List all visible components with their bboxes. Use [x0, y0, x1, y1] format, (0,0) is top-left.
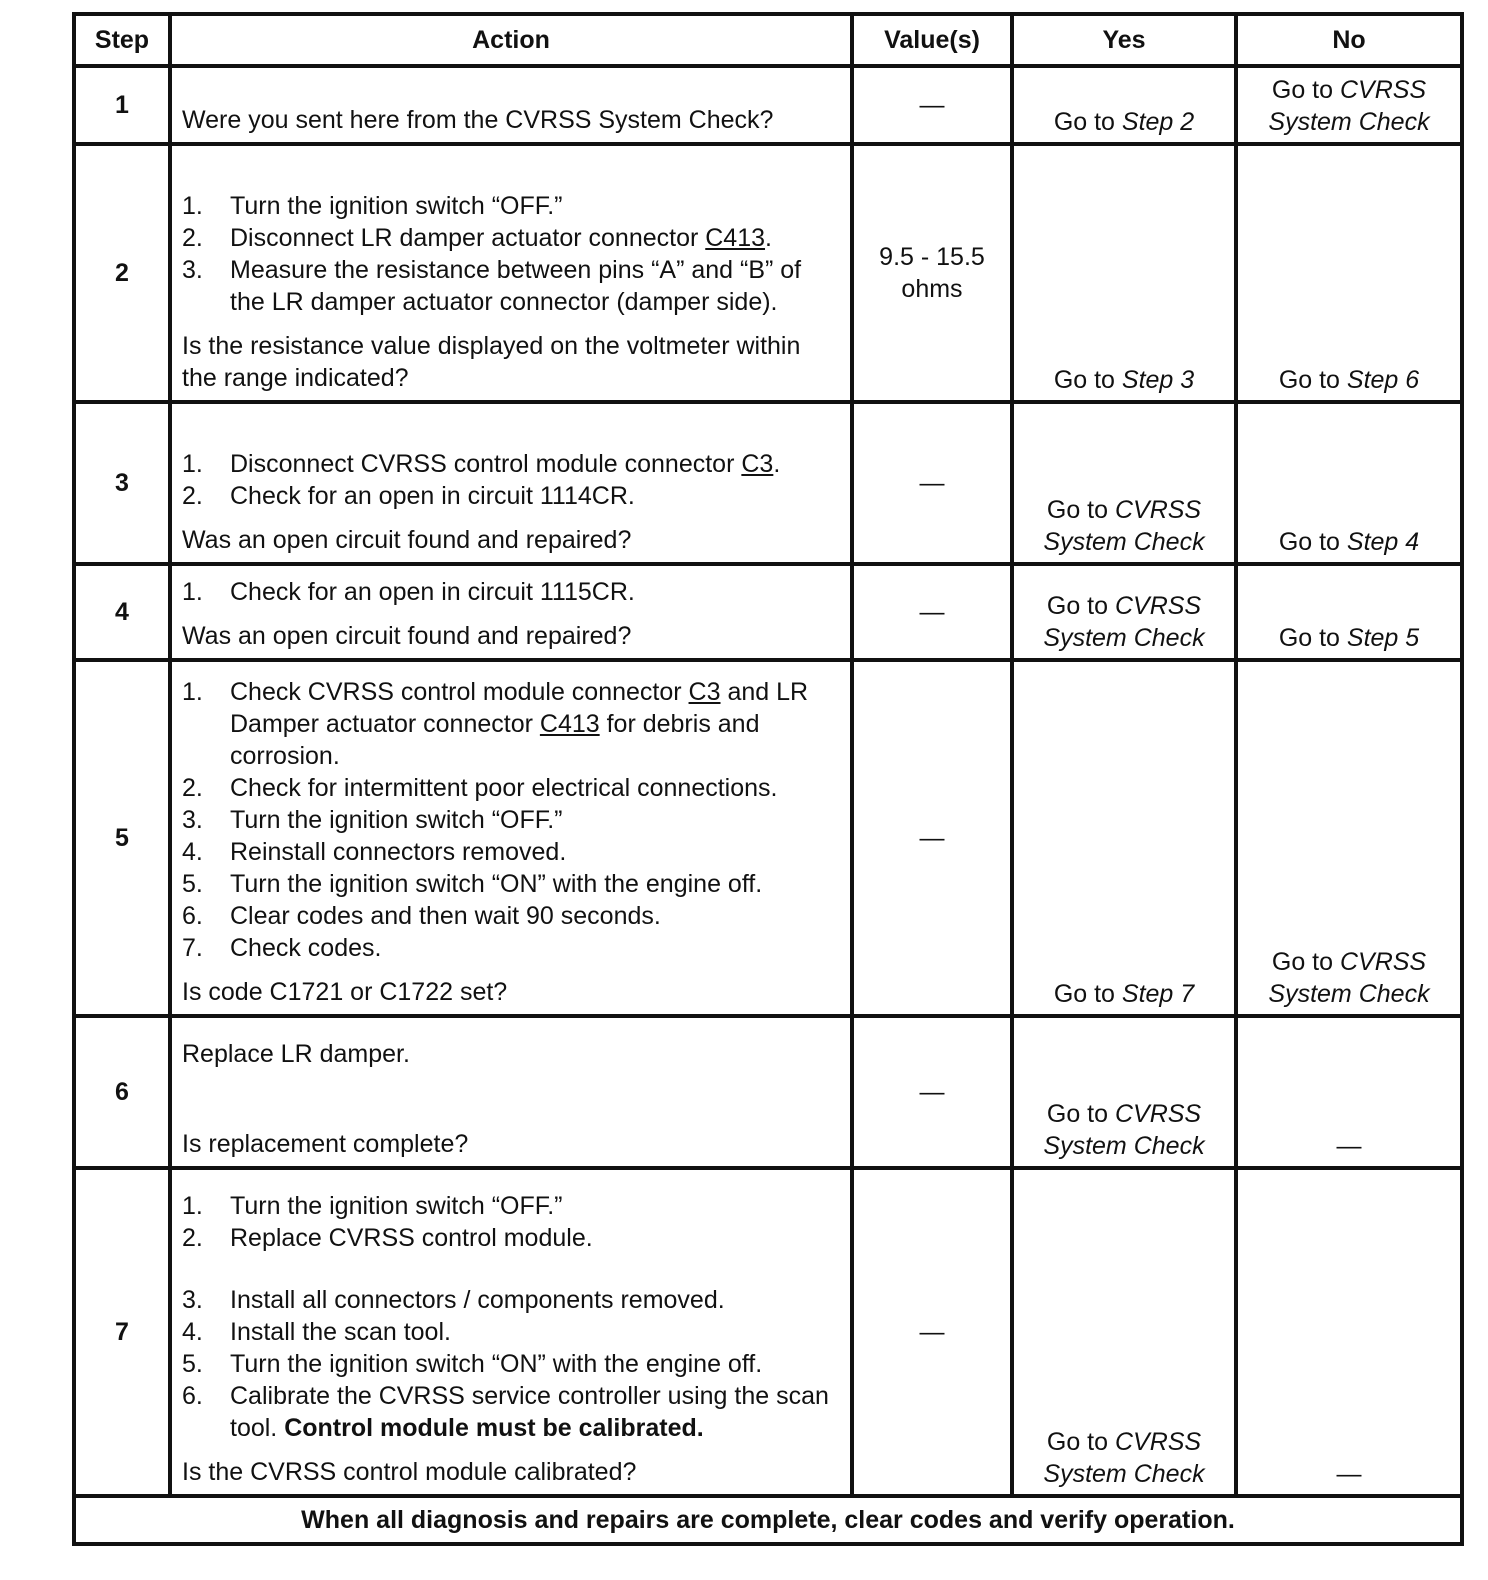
step-number: 4	[74, 564, 170, 660]
action-cell	[170, 66, 852, 144]
yes-result	[1012, 402, 1236, 564]
action-cell	[170, 1016, 852, 1168]
action-step-text: Turn the ignition switch “OFF.”	[230, 192, 563, 220]
no-result-prefix: Go to	[1271, 948, 1340, 976]
header-row	[74, 14, 1462, 66]
action-step-text: Install all connectors / components removed.	[230, 1286, 725, 1314]
action-step-number: 7.	[182, 934, 203, 962]
action-step	[182, 836, 842, 868]
step-number: 5	[74, 660, 170, 1016]
yes-result	[1012, 1168, 1236, 1496]
table-row	[74, 1168, 1462, 1496]
action-step-text: Clear codes and then wait 90 seconds.	[230, 902, 661, 930]
action-step	[182, 1348, 842, 1380]
action-step	[182, 1190, 842, 1222]
no-result-prefix: Go to	[1278, 528, 1347, 556]
yes-result	[1012, 660, 1236, 1016]
action-step-number: 6.	[182, 902, 203, 930]
emphasis-text: Control module must be calibrated.	[284, 1414, 704, 1442]
action-cell	[170, 660, 852, 1016]
connector-link: C3	[688, 678, 721, 706]
step-number: 6	[74, 1016, 170, 1168]
yes-result-prefix: Go to	[1053, 366, 1122, 394]
action-step	[182, 254, 842, 318]
action-step-number: 1.	[182, 450, 203, 478]
no-result-target: CVRSS System Check	[1268, 948, 1430, 1008]
footer-row	[74, 1496, 1462, 1544]
action-step-text: Turn the ignition switch “ON” with the engine off.	[230, 870, 763, 898]
action-cell	[170, 1168, 852, 1496]
action-step-text: Turn the ignition switch “OFF.”	[230, 806, 563, 834]
action-step-text: Disconnect LR damper actuator connector C413.	[230, 224, 772, 252]
action-step	[182, 804, 842, 836]
yes-result	[1012, 564, 1236, 660]
action-question: Is the resistance value displayed on the voltmeter within the range indicated?	[182, 332, 801, 392]
action-question: Were you sent here from the CVRSS System Check?	[182, 106, 774, 134]
action-step	[182, 190, 842, 222]
table-row	[74, 402, 1462, 564]
action-step-number: 5.	[182, 1350, 203, 1378]
value-cell: —	[852, 402, 1012, 564]
table-row	[74, 1016, 1462, 1168]
list-gap	[182, 1254, 842, 1284]
connector-link: C413	[539, 710, 600, 738]
action-step	[182, 1284, 842, 1316]
no-result-target: CVRSS System Check	[1268, 76, 1430, 136]
yes-result-target: Step 3	[1121, 366, 1195, 394]
yes-result-prefix: Go to	[1053, 108, 1122, 136]
action-step	[182, 932, 842, 964]
action-cell	[170, 402, 852, 564]
yes-result	[1012, 144, 1236, 402]
yes-result-prefix: Go to	[1053, 980, 1122, 1008]
yes-result-target: CVRSS System Check	[1043, 1100, 1205, 1160]
header-yes: Yes	[1012, 14, 1236, 66]
action-step	[182, 772, 842, 804]
header-value: Value(s)	[852, 14, 1012, 66]
action-step-text: Check for an open in circuit 1115CR.	[230, 578, 635, 606]
table-row	[74, 564, 1462, 660]
no-result	[1236, 1168, 1462, 1496]
yes-result-prefix: Go to	[1046, 496, 1115, 524]
value-cell: —	[852, 564, 1012, 660]
table-row	[74, 144, 1462, 402]
action-step-text: Calibrate the CVRSS service controller using the scan tool. Control module must be calibrated.	[230, 1382, 829, 1442]
action-step	[182, 448, 842, 480]
value-cell: —	[852, 66, 1012, 144]
action-step	[182, 1222, 842, 1254]
action-step-number: 1.	[182, 1192, 203, 1220]
action-step-text: Reinstall connectors removed.	[230, 838, 567, 866]
action-step	[182, 676, 842, 772]
action-question: Is replacement complete?	[182, 1130, 469, 1158]
action-step-text: Replace CVRSS control module.	[230, 1224, 593, 1252]
action-question: Is the CVRSS control module calibrated?	[182, 1458, 637, 1486]
action-step-number: 6.	[182, 1382, 203, 1410]
action-step	[182, 868, 842, 900]
action-steps-list	[182, 190, 842, 318]
connector-link: C3	[741, 450, 774, 478]
action-steps-list	[182, 576, 842, 608]
yes-result-target: CVRSS System Check	[1043, 1428, 1205, 1488]
connector-link: C413	[705, 224, 766, 252]
action-step	[182, 576, 842, 608]
action-question: Is code C1721 or C1722 set?	[182, 978, 508, 1006]
action-steps-list	[182, 1190, 842, 1444]
value-cell: —	[852, 1016, 1012, 1168]
value-cell: 9.5 - 15.5 ohms	[852, 144, 1012, 402]
action-step-text: Disconnect CVRSS control module connector C3.	[230, 450, 781, 478]
action-question: Was an open circuit found and repaired?	[182, 622, 632, 650]
action-lead: Replace LR damper.	[182, 1040, 410, 1068]
no-result-dash: —	[1336, 1132, 1362, 1160]
no-result-dash: —	[1336, 1460, 1362, 1488]
no-result	[1236, 402, 1462, 564]
step-number: 7	[74, 1168, 170, 1496]
step-number: 3	[74, 402, 170, 564]
action-step	[182, 1380, 842, 1444]
action-step	[182, 1316, 842, 1348]
yes-result-target: CVRSS System Check	[1043, 496, 1205, 556]
action-step-number: 3.	[182, 1286, 203, 1314]
action-step	[182, 222, 842, 254]
no-result	[1236, 1016, 1462, 1168]
action-step	[182, 480, 842, 512]
action-step-text: Turn the ignition switch “OFF.”	[230, 1192, 563, 1220]
action-cell	[170, 144, 852, 402]
action-step-number: 5.	[182, 870, 203, 898]
yes-result-target: Step 2	[1121, 108, 1195, 136]
action-step-number: 1.	[182, 192, 203, 220]
action-step-text: Check codes.	[230, 934, 382, 962]
value-cell: —	[852, 660, 1012, 1016]
yes-result	[1012, 66, 1236, 144]
yes-result-prefix: Go to	[1046, 592, 1115, 620]
action-step-number: 2.	[182, 224, 203, 252]
action-step-number: 3.	[182, 256, 203, 284]
no-result	[1236, 564, 1462, 660]
yes-result-prefix: Go to	[1046, 1428, 1115, 1456]
no-result-prefix: Go to	[1278, 366, 1347, 394]
diagnostic-table	[72, 12, 1464, 1546]
action-step-number: 2.	[182, 774, 203, 802]
action-step-number: 2.	[182, 1224, 203, 1252]
action-step-text: Check for intermittent poor electrical connections.	[230, 774, 778, 802]
action-step-number: 1.	[182, 578, 203, 606]
action-step-text: Install the scan tool.	[230, 1318, 451, 1346]
no-result-prefix: Go to	[1278, 624, 1347, 652]
table-row	[74, 660, 1462, 1016]
footer-note: When all diagnosis and repairs are complete, clear codes and verify operation.	[74, 1496, 1462, 1544]
action-steps-list	[182, 448, 842, 512]
action-cell	[170, 564, 852, 660]
header-action: Action	[170, 14, 852, 66]
action-step-number: 2.	[182, 482, 203, 510]
action-step-text: Measure the resistance between pins “A” and “B” of the LR damper actuator connector (damper side).	[230, 256, 802, 316]
action-step-number: 3.	[182, 806, 203, 834]
no-result	[1236, 66, 1462, 144]
step-number: 2	[74, 144, 170, 402]
action-step	[182, 900, 842, 932]
table-row	[74, 66, 1462, 144]
action-steps-list	[182, 676, 842, 964]
action-question: Was an open circuit found and repaired?	[182, 526, 632, 554]
action-step-text: Check for an open in circuit 1114CR.	[230, 482, 635, 510]
action-step-number: 4.	[182, 838, 203, 866]
action-step-number: 1.	[182, 678, 203, 706]
action-step-text: Turn the ignition switch “ON” with the engine off.	[230, 1350, 763, 1378]
header-no: No	[1236, 14, 1462, 66]
no-result-prefix: Go to	[1271, 76, 1340, 104]
yes-result-target: Step 7	[1121, 980, 1195, 1008]
step-number: 1	[74, 66, 170, 144]
yes-result	[1012, 1016, 1236, 1168]
no-result-target: Step 4	[1346, 528, 1420, 556]
no-result	[1236, 660, 1462, 1016]
no-result-target: Step 5	[1346, 624, 1420, 652]
header-step: Step	[74, 14, 170, 66]
no-result-target: Step 6	[1346, 366, 1420, 394]
value-cell: —	[852, 1168, 1012, 1496]
yes-result-target: CVRSS System Check	[1043, 592, 1205, 652]
yes-result-prefix: Go to	[1046, 1100, 1115, 1128]
action-step-number: 4.	[182, 1318, 203, 1346]
action-step-text: Check CVRSS control module connector C3 and LR Damper actuator connector C413 for debris and corrosion.	[230, 678, 809, 770]
no-result	[1236, 144, 1462, 402]
